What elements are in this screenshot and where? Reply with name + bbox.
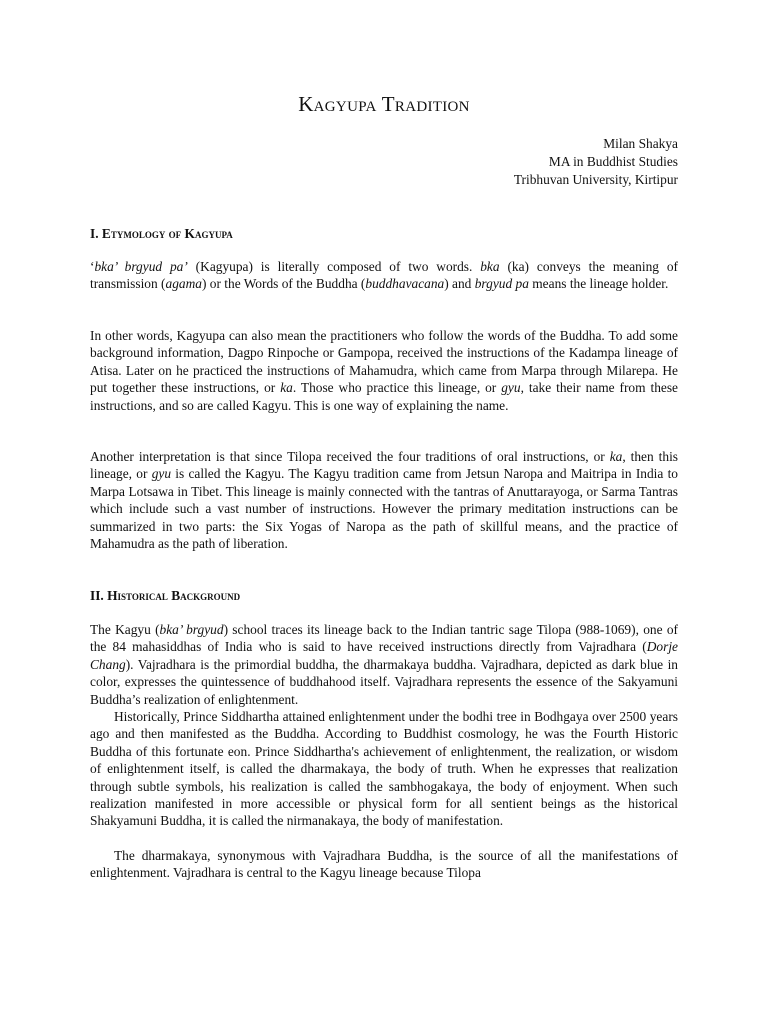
text-run: ) school traces its lineage back to the Indian tantric sage Tilopa (988-1069), one of the 84 mahasiddhas of India who is said to have received instructions directly from Vajradhara (	[90, 622, 678, 655]
italic-term: bka	[480, 259, 500, 274]
italic-term: brgyud pa	[474, 276, 529, 292]
section-heading-history: II. Historical Background	[90, 588, 241, 603]
text-run: (ka) conveys the meaning of transmission (	[90, 259, 678, 292]
etymology-paragraph-3	[90, 448, 678, 552]
italic-term: gyu	[151, 466, 172, 482]
text-run: , then this lineage, or	[90, 449, 679, 482]
author-name: Milan Shakya	[603, 136, 678, 151]
etymology-paragraph-2	[90, 327, 678, 414]
italic-term: buddhavacana	[365, 276, 445, 292]
italic-term: gyu	[501, 380, 521, 396]
author-block	[514, 135, 678, 189]
text-run: The Kagyu (	[90, 622, 160, 637]
text-run: Another interpretation is that since Tilopa received the four traditions of oral instructions, or	[90, 449, 610, 464]
text-run: The dharmakaya, synonymous with Vajradhara Buddha, is the source of all the manifestations of enlightenment. Vajradhara is central to the Kagyu lineage because Tilopa	[90, 848, 678, 881]
text-run: is called the Kagyu. The Kagyu tradition came from Jetsun Naropa and Maitripa in India to Marpa Lotsawa in Tibet. This lineage is mainly connected with the tantras of Anuttarayoga, or Sarma Tantras which include such a vast number of instructions. However the primary meditation instructions can be summarized in two parts: the Six Yogas of Naropa as the path of skillful means, and the practice of Mahamudra as the path of liberation.	[90, 466, 679, 552]
text-run: means the lineage holder.	[528, 276, 669, 292]
history-paragraph-1	[90, 621, 678, 708]
text-run: ) or the Words of the Buddha (	[201, 276, 366, 292]
page-title: Kagyupa Tradition	[298, 92, 470, 116]
italic-term: Dorje Chang	[90, 639, 678, 672]
author-institution: Tribhuvan University, Kirtipur	[513, 172, 678, 187]
text-run: ‘	[90, 259, 95, 274]
italic-term: bka’ brgyud pa’	[94, 259, 188, 274]
text-run: Historically, Prince Siddhartha attained enlightenment under the bodhi tree in Bodhgaya over 2500 years ago and then manifested as the Buddha. According to Buddhist cosmology, he was the Fourth Historic Buddha of this fortunate eon. Prince Siddhartha's achievement of enlightenment, the realization, or wisdom of enlightenment itself, is called the dharmakaya, the body of truth. When he expresses that realization through subtle symbols, his realization is called the sambhogakaya, the body of enjoyment. When such realization manifested in more accessible or physical form for all sentient beings as the historical Shakyamuni Buddha, it is called the nirmanakaya, the body of manifestation.	[90, 709, 678, 829]
author-degree: MA in Buddhist Studies	[548, 154, 678, 169]
history-paragraph-2	[90, 708, 678, 830]
history-paragraph-3	[90, 847, 678, 882]
section-heading-etymology: I. Etymology of Kagyupa	[90, 226, 233, 241]
italic-term: ka	[280, 380, 293, 396]
text-run: In other words, Kagyupa can also mean the practitioners who follow the words of the Buddha. To add some background information, Dagpo Rinpoche or Gampopa, received the instructions of the Kadampa lineage of Atisa. Later on he practiced the instructions of Mahamudra, which came from Marpa through Milarepa. He put together these instructions, or	[90, 328, 678, 396]
text-run: . Those who practice this lineage, or	[292, 380, 502, 396]
text-run: ). Vajradhara is the primordial buddha, the dharmakaya buddha. Vajradhara, depicted as dark blue in color, expresses the quintessence of buddhahood itself. Vajradhara represents the essence of the Sakyamuni Buddha’s realization of enlightenment.	[90, 656, 678, 707]
italic-term: bka’ brgyud	[159, 622, 224, 637]
text-run: (Kagyupa) is literally composed of two words.	[187, 259, 481, 274]
text-run: ) and	[444, 276, 475, 292]
text-run: , take their name from these instructions, and so are called Kagyu. This is one way of explaining the name.	[90, 380, 678, 413]
italic-term: agama	[165, 276, 202, 292]
italic-term: ka	[609, 449, 623, 464]
etymology-paragraph-1	[90, 258, 678, 293]
